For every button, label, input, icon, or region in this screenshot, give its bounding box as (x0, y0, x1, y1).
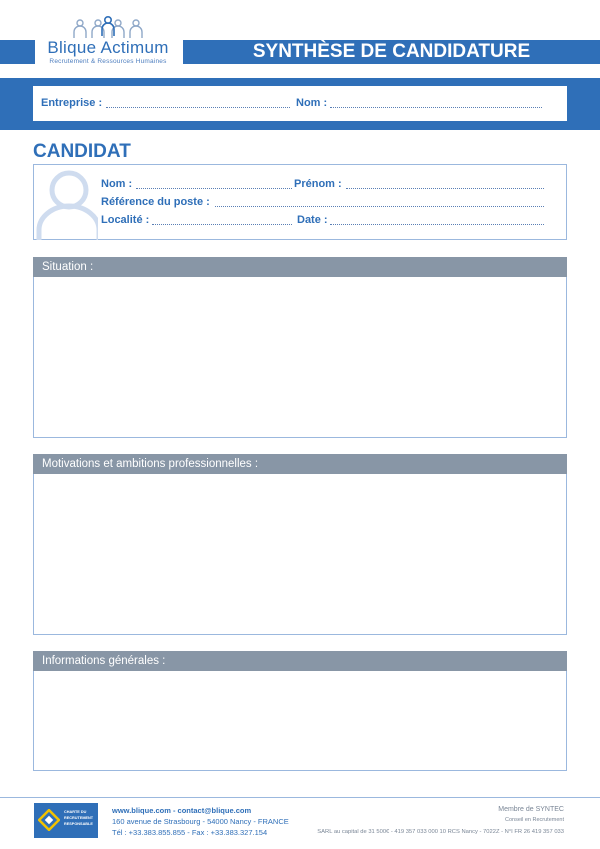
motivations-header: Motivations et ambitions professionnelles : (33, 454, 567, 474)
prenom-field[interactable] (346, 188, 544, 189)
entreprise-label: Entreprise : (41, 97, 103, 109)
legal-info: SARL au capital de 31 500€ - 419 357 033 000 10 RCS Nancy - 7022Z - N°I FR 26 419 357 033 (317, 829, 564, 835)
charte-diamond-icon (38, 809, 60, 831)
charte-badge (34, 803, 98, 838)
syntec-member: Membre de SYNTEC (498, 806, 564, 813)
company-nom-field[interactable] (330, 107, 542, 108)
localite-field[interactable] (152, 224, 292, 225)
situation-textarea[interactable] (33, 277, 567, 438)
header-left-bar (0, 40, 35, 64)
charte-line-2: RECRUTEMENT (64, 816, 94, 820)
candidate-nom-field[interactable] (136, 188, 292, 189)
company-logo (38, 16, 178, 68)
situation-header: Situation : (33, 257, 567, 277)
reference-field[interactable] (215, 206, 544, 207)
syntec-sub: Conseil en Recrutement (504, 817, 564, 823)
prenom-label: Prénom : (294, 178, 342, 190)
charte-text (64, 809, 93, 827)
charte-line-3: RESPONSABLE (64, 822, 93, 826)
motivations-textarea[interactable] (33, 474, 567, 635)
localite-label: Localité : (101, 214, 150, 226)
footer-divider (0, 797, 600, 798)
informations-header: Informations générales : (33, 651, 567, 671)
footer-phone-fax: Tél : +33.383.855.855 - Fax : +33.383.327.154 (112, 828, 268, 837)
avatar-icon (36, 168, 98, 240)
people-logo-icon (70, 16, 146, 40)
candidate-title: CANDIDAT (33, 141, 131, 162)
reference-label: Référence du poste : (101, 196, 210, 208)
page-title: SYNTHÈSE DE CANDIDATURE (183, 40, 600, 64)
date-label: Date : (297, 214, 328, 226)
charte-line-1: CHARTE DU (64, 810, 87, 814)
date-field[interactable] (330, 224, 544, 225)
candidate-nom-label: Nom : (101, 178, 133, 190)
company-nom-label: Nom : (296, 97, 328, 109)
entreprise-field[interactable] (106, 107, 290, 108)
brand-name: Blique Actimum (47, 38, 169, 57)
brand-tagline: Recrutement & Ressources Humaines (49, 58, 167, 65)
footer-address: 160 avenue de Strasbourg - 54000 Nancy - FRANCE (112, 817, 289, 826)
informations-textarea[interactable] (33, 671, 567, 771)
footer-web-contact[interactable]: www.blique.com - contact@blique.com (112, 806, 252, 815)
